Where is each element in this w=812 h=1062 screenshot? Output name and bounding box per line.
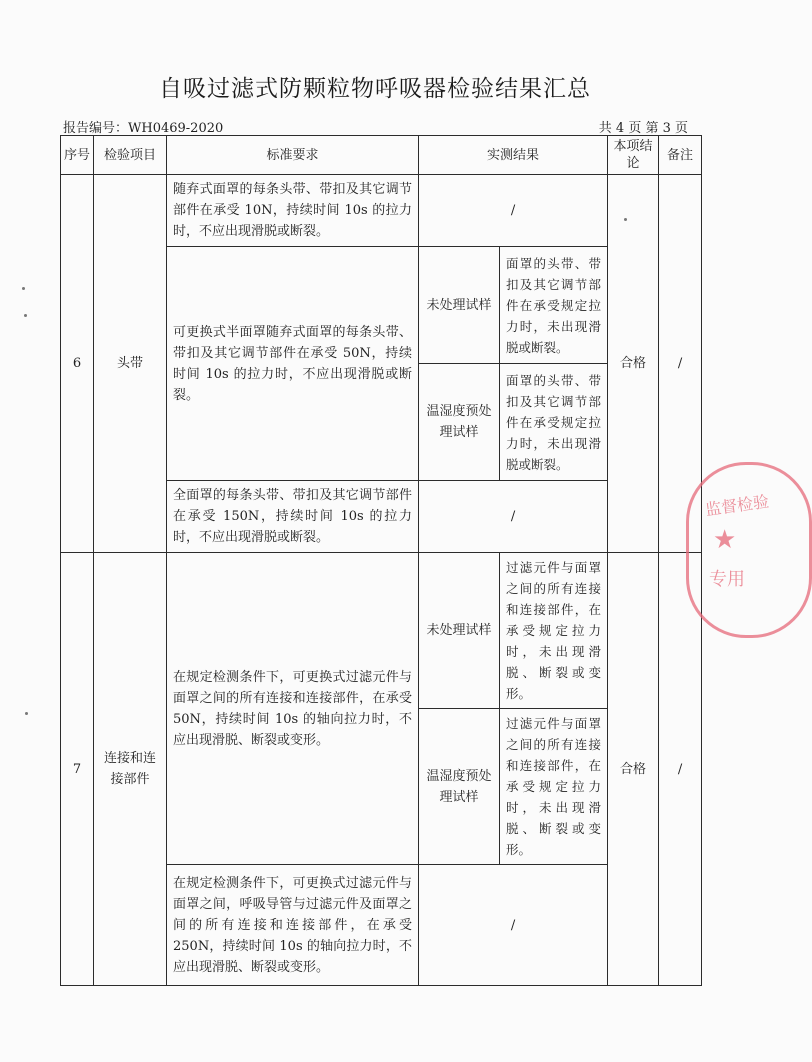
header-result: 实测结果 (419, 136, 608, 175)
row6-requirement-3: 全面罩的每条头带、带扣及其它调节部件在承受 150N，持续时间 10s 的拉力时，不应出现滑脱或断裂。 (167, 481, 419, 553)
header-conclusion: 本项结论 (608, 136, 659, 175)
scan-speck (624, 218, 627, 221)
row6-result-3: / (419, 481, 608, 553)
row6-requirement-2: 可更换式半面罩随弃式面罩的每条头带、带扣及其它调节部件在承受 50N，持续时间 10s 的拉力时，不应出现滑脱或断裂。 (167, 247, 419, 481)
table-header-row (61, 136, 702, 175)
page-title: 自吸过滤式防颗粒物呼吸器检验结果汇总 (159, 76, 591, 102)
header-remark: 备注 (659, 136, 702, 175)
official-seal-stamp (686, 462, 812, 638)
row6-humid-label: 温湿度预处理试样 (419, 364, 500, 481)
scan-speck (24, 314, 27, 317)
row7-untreated-result: 过滤元件与面罩之间的所有连接和连接部件，在承受规定拉力时，未出现滑脱、断裂或变形。 (500, 553, 608, 709)
row6-conclusion: 合格 (608, 175, 659, 553)
report-number: 报告编号：WH0469-2020 (63, 121, 224, 136)
stamp-text-1: 监督检验 (704, 491, 771, 520)
stamp-star-icon: ★ (713, 525, 737, 555)
row7-requirement-1: 在规定检测条件下，可更换式过滤元件与面罩之间的所有连接和连接部件，在承受 50N，持续时间 10s 的轴向拉力时，不应出现滑脱、断裂或变形。 (167, 553, 419, 865)
row6-requirement-1: 随弃式面罩的每条头带、带扣及其它调节部件在承受 10N，持续时间 10s 的拉力时，不应出现滑脱或断裂。 (167, 175, 419, 247)
row7-item: 连接和连接部件 (94, 553, 167, 986)
table-row (61, 175, 702, 247)
row7-remark: / (659, 553, 702, 986)
row7-humid-label: 温湿度预处理试样 (419, 709, 500, 865)
scan-speck (25, 712, 28, 715)
row6-seq: 6 (61, 175, 94, 553)
row6-result-1: / (419, 175, 608, 247)
row6-remark: / (659, 175, 702, 553)
header-seq: 序号 (61, 136, 94, 175)
row7-seq: 7 (61, 553, 94, 986)
row7-untreated-label: 未处理试样 (419, 553, 500, 709)
row6-humid-result: 面罩的头带、带扣及其它调节部件在承受规定拉力时，未出现滑脱或断裂。 (500, 364, 608, 481)
row6-item: 头带 (94, 175, 167, 553)
table-row (61, 553, 702, 709)
row7-requirement-2: 在规定检测条件下，可更换式过滤元件与面罩之间，呼吸导管与过滤元件及面罩之间的所有连接和连接部件，在承受 250N，持续时间 10s 的轴向拉力时，不应出现滑脱、断裂或变形。 (167, 865, 419, 986)
row6-untreated-label: 未处理试样 (419, 247, 500, 364)
results-table (60, 135, 702, 986)
stamp-text-2: 专用 (709, 569, 745, 590)
row6-untreated-result: 面罩的头带、带扣及其它调节部件在承受规定拉力时，未出现滑脱或断裂。 (500, 247, 608, 364)
header-standard: 标准要求 (167, 136, 419, 175)
page-info: 共 4 页 第 3 页 (598, 121, 688, 136)
row7-result-2: / (419, 865, 608, 986)
row7-conclusion: 合格 (608, 553, 659, 986)
scan-speck (22, 287, 25, 290)
header-item: 检验项目 (94, 136, 167, 175)
row7-humid-result: 过滤元件与面罩之间的所有连接和连接部件，在承受规定拉力时，未出现滑脱、断裂或变形。 (500, 709, 608, 865)
